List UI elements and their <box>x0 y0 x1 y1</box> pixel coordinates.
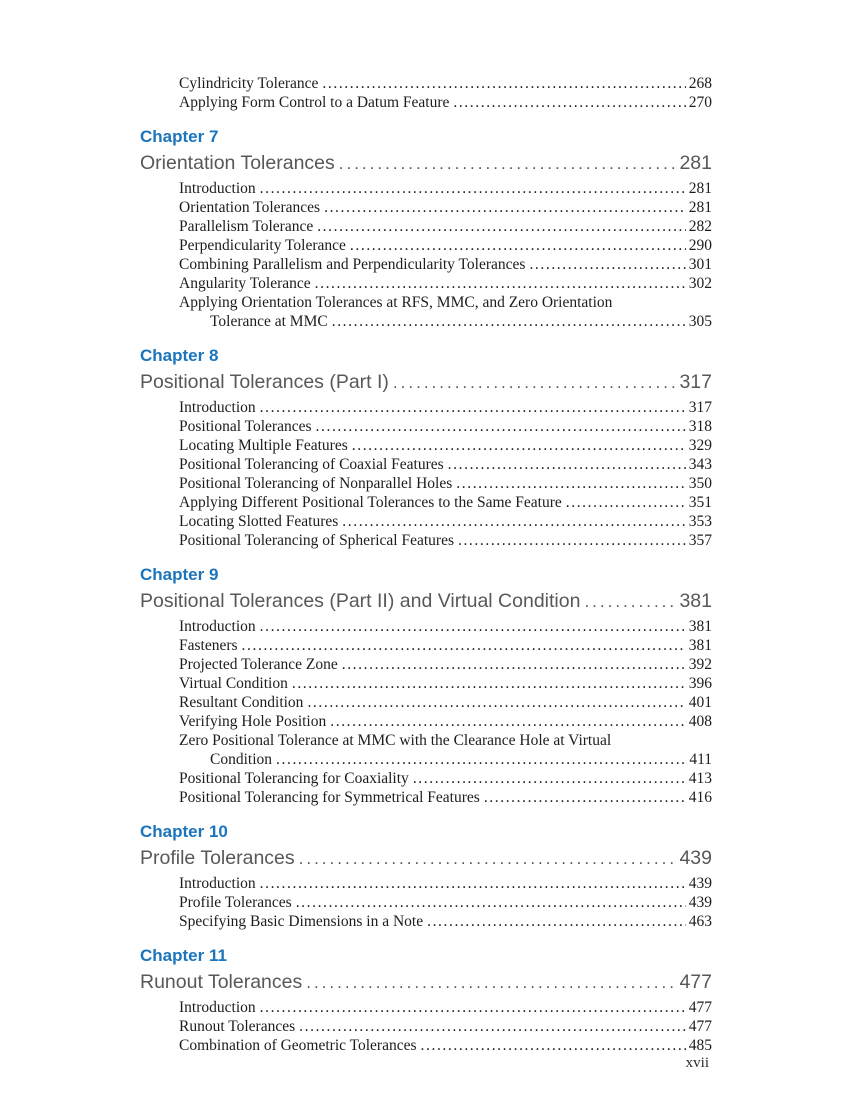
toc-entry-page-number: 408 <box>688 713 712 730</box>
dot-leader <box>342 512 685 531</box>
dot-leader <box>306 969 676 996</box>
toc-entry-row <box>179 874 712 893</box>
toc-entry: Applying Form Control to a Datum Feature <box>179 94 450 111</box>
dot-leader <box>242 636 686 655</box>
toc-entry: Positional Tolerancing for Symmetrical Features <box>179 789 480 806</box>
toc-entry: Verifying Hole Position <box>179 713 327 730</box>
dot-leader <box>529 255 685 274</box>
chapter-heading: Chapter 10 <box>140 822 228 841</box>
toc-entry: Angularity Tolerance <box>179 275 311 292</box>
chapter-title: Positional Tolerances (Part II) and Virtual Condition <box>140 590 581 612</box>
dot-leader <box>296 893 686 912</box>
toc-entry-page-number: 485 <box>688 1037 712 1054</box>
dot-leader <box>342 655 686 674</box>
toc-entry-page-number: 357 <box>688 532 712 549</box>
dot-leader <box>330 712 686 731</box>
chapter-title-row <box>140 369 712 396</box>
toc-entry: Specifying Basic Dimensions in a Note <box>179 913 424 930</box>
dot-leader <box>322 74 685 93</box>
toc-entry-page-number: 329 <box>688 437 712 454</box>
chapter-title: Profile Tolerances <box>140 847 295 869</box>
dot-leader <box>350 236 686 255</box>
toc-entry-page-number: 381 <box>688 618 712 635</box>
toc-entry: Introduction <box>179 618 256 635</box>
toc-entry-page-number: 281 <box>688 199 712 216</box>
toc-entry-row <box>179 493 712 512</box>
chapter-heading: Chapter 7 <box>140 127 219 146</box>
toc-entry-row <box>179 512 712 531</box>
toc-entry-row <box>179 179 712 198</box>
toc-entry-page-number: 317 <box>688 399 712 416</box>
toc-entry-row <box>179 912 712 931</box>
dot-leader <box>332 312 686 331</box>
toc-entry-row <box>179 531 712 550</box>
dot-leader <box>276 750 686 769</box>
chapter-title-row <box>140 845 712 872</box>
toc-entry-page-number: 351 <box>688 494 712 511</box>
chapter-section <box>140 945 712 1055</box>
toc-entry-row <box>179 198 712 217</box>
chapter-heading: Chapter 11 <box>140 946 227 965</box>
dot-leader <box>324 198 686 217</box>
toc-entry: Profile Tolerances <box>179 894 292 911</box>
toc-entry-page-number: 301 <box>688 256 712 273</box>
chapter-section <box>140 564 712 807</box>
toc-entry-wrapped <box>140 731 712 769</box>
dot-leader <box>260 998 686 1017</box>
toc-entry-page-number: 343 <box>688 456 712 473</box>
toc-entry-row <box>179 1036 712 1055</box>
toc-entry: Locating Slotted Features <box>179 513 339 530</box>
chapter-section <box>140 821 712 931</box>
page-number-footer: xvii <box>685 1055 709 1071</box>
dot-leader <box>317 217 686 236</box>
toc-entry-page-number: 401 <box>688 694 712 711</box>
toc-entry-page-number: 353 <box>688 513 712 530</box>
dot-leader <box>566 493 686 512</box>
toc-entry-row <box>179 417 712 436</box>
toc-entry: Runout Tolerances <box>179 1018 296 1035</box>
toc-entry: Positional Tolerances <box>179 418 312 435</box>
chapter-section <box>140 345 712 550</box>
dot-leader <box>584 588 676 615</box>
dot-leader <box>316 417 686 436</box>
toc-entry: Orientation Tolerances <box>179 199 321 216</box>
chapter-title-row <box>140 969 712 996</box>
toc-entry-row <box>179 217 712 236</box>
toc-entry: Perpendicularity Tolerance <box>179 237 346 254</box>
chapter-title-row <box>140 150 712 177</box>
dot-leader <box>299 1017 686 1036</box>
chapter-title-page-number: 477 <box>679 971 712 993</box>
toc-entry-page-number: 290 <box>688 237 712 254</box>
chapter-title-page-number: 439 <box>679 847 712 869</box>
toc-entry: Tolerance at MMC <box>210 313 328 330</box>
chapter-title-row <box>140 588 712 615</box>
dot-leader <box>458 531 686 550</box>
toc-entry: Introduction <box>179 180 256 197</box>
toc-entry: Projected Tolerance Zone <box>179 656 338 673</box>
toc-entry: Introduction <box>179 399 256 416</box>
toc-entry-page-number: 282 <box>688 218 712 235</box>
dot-leader <box>339 150 677 177</box>
toc-entry-row <box>179 455 712 474</box>
dot-leader <box>352 436 686 455</box>
toc-entry: Condition <box>210 751 273 768</box>
toc-entry: Positional Tolerancing of Spherical Features <box>179 532 454 549</box>
toc-entry-page-number: 350 <box>688 475 712 492</box>
chapter-heading: Chapter 9 <box>140 565 219 584</box>
toc-entry-page-number: 396 <box>688 675 712 692</box>
dot-leader <box>315 274 686 293</box>
toc-entry-row <box>179 236 712 255</box>
toc-body <box>140 74 712 1055</box>
toc-entry: Applying Different Positional Tolerances to the Same Feature <box>179 494 562 511</box>
toc-entry-row <box>179 436 712 455</box>
chapter-title-page-number: 281 <box>679 152 712 174</box>
toc-entry-row <box>179 398 712 417</box>
toc-entry: Positional Tolerancing of Nonparallel Holes <box>179 475 453 492</box>
chapter-title: Orientation Tolerances <box>140 152 335 174</box>
dot-leader <box>260 617 686 636</box>
toc-entry-line1: Zero Positional Tolerance at MMC with the Clearance Hole at Virtual <box>179 732 612 749</box>
toc-entry: Combination of Geometric Tolerances <box>179 1037 417 1054</box>
chapter-heading: Chapter 8 <box>140 346 219 365</box>
toc-entry-page-number: 439 <box>688 894 712 911</box>
toc-entry-page-number: 270 <box>688 94 712 111</box>
toc-entry-row <box>179 712 712 731</box>
toc-entry-wrapped <box>140 293 712 331</box>
dot-leader <box>260 179 686 198</box>
toc-entry-row <box>179 474 712 493</box>
toc-entry-row <box>210 312 712 331</box>
toc-entry: Parallelism Tolerance <box>179 218 314 235</box>
dot-leader <box>393 369 677 396</box>
toc-entry: Introduction <box>179 875 256 892</box>
toc-entry-page-number: 413 <box>688 770 712 787</box>
toc-entry-page-number: 477 <box>688 999 712 1016</box>
chapter-title-page-number: 381 <box>679 590 712 612</box>
toc-entry-row <box>179 74 712 93</box>
dot-leader <box>453 93 685 112</box>
toc-entry-row <box>179 93 712 112</box>
dot-leader <box>260 398 686 417</box>
toc-entry: Introduction <box>179 999 256 1016</box>
toc-entry: Virtual Condition <box>179 675 288 692</box>
toc-entry-page-number: 439 <box>688 875 712 892</box>
toc-entry-page-number: 411 <box>689 751 712 768</box>
toc-entry-row <box>179 769 712 788</box>
dot-leader <box>421 1036 686 1055</box>
toc-entry-row <box>179 788 712 807</box>
dot-leader <box>427 912 686 931</box>
chapter-section <box>140 126 712 331</box>
toc-entry-page-number: 463 <box>688 913 712 930</box>
dot-leader <box>299 845 677 872</box>
toc-entry-page-number: 477 <box>688 1018 712 1035</box>
toc-entry-row <box>179 255 712 274</box>
toc-entry-page-number: 392 <box>688 656 712 673</box>
dot-leader <box>448 455 686 474</box>
toc-entry: Fasteners <box>179 637 238 654</box>
toc-entry-row <box>179 655 712 674</box>
toc-entry: Positional Tolerancing for Coaxiality <box>179 770 409 787</box>
toc-entry-page-number: 268 <box>688 75 712 92</box>
toc-entry-row <box>179 674 712 693</box>
toc-entry-row <box>179 617 712 636</box>
toc-entry-page-number: 318 <box>688 418 712 435</box>
chapter-title: Runout Tolerances <box>140 971 303 993</box>
toc-entry-line1: Applying Orientation Tolerances at RFS, MMC, and Zero Orientation <box>179 294 613 311</box>
toc-entry-page-number: 302 <box>688 275 712 292</box>
dot-leader <box>484 788 686 807</box>
chapter-title: Positional Tolerances (Part I) <box>140 371 389 393</box>
toc-entry-row <box>179 1017 712 1036</box>
toc-entry: Combining Parallelism and Perpendicularity Tolerances <box>179 256 526 273</box>
chapter-title-page-number: 317 <box>679 371 712 393</box>
toc-entry-page-number: 416 <box>688 789 712 806</box>
dot-leader <box>307 693 685 712</box>
dot-leader <box>413 769 686 788</box>
toc-entry-row <box>179 636 712 655</box>
toc-entry-row <box>179 693 712 712</box>
toc-entry: Resultant Condition <box>179 694 304 711</box>
toc-entry: Locating Multiple Features <box>179 437 348 454</box>
dot-leader <box>456 474 685 493</box>
toc-entry-page-number: 305 <box>688 313 712 330</box>
toc-entry-page-number: 381 <box>688 637 712 654</box>
dot-leader <box>260 874 686 893</box>
toc-entry-row <box>210 750 712 769</box>
dot-leader <box>292 674 686 693</box>
toc-entry: Positional Tolerancing of Coaxial Features <box>179 456 444 473</box>
toc-entry-row <box>179 998 712 1017</box>
toc-entry-row <box>179 274 712 293</box>
toc-entry: Cylindricity Tolerance <box>179 75 319 92</box>
toc-entry-page-number: 281 <box>688 180 712 197</box>
toc-entry-row <box>179 893 712 912</box>
